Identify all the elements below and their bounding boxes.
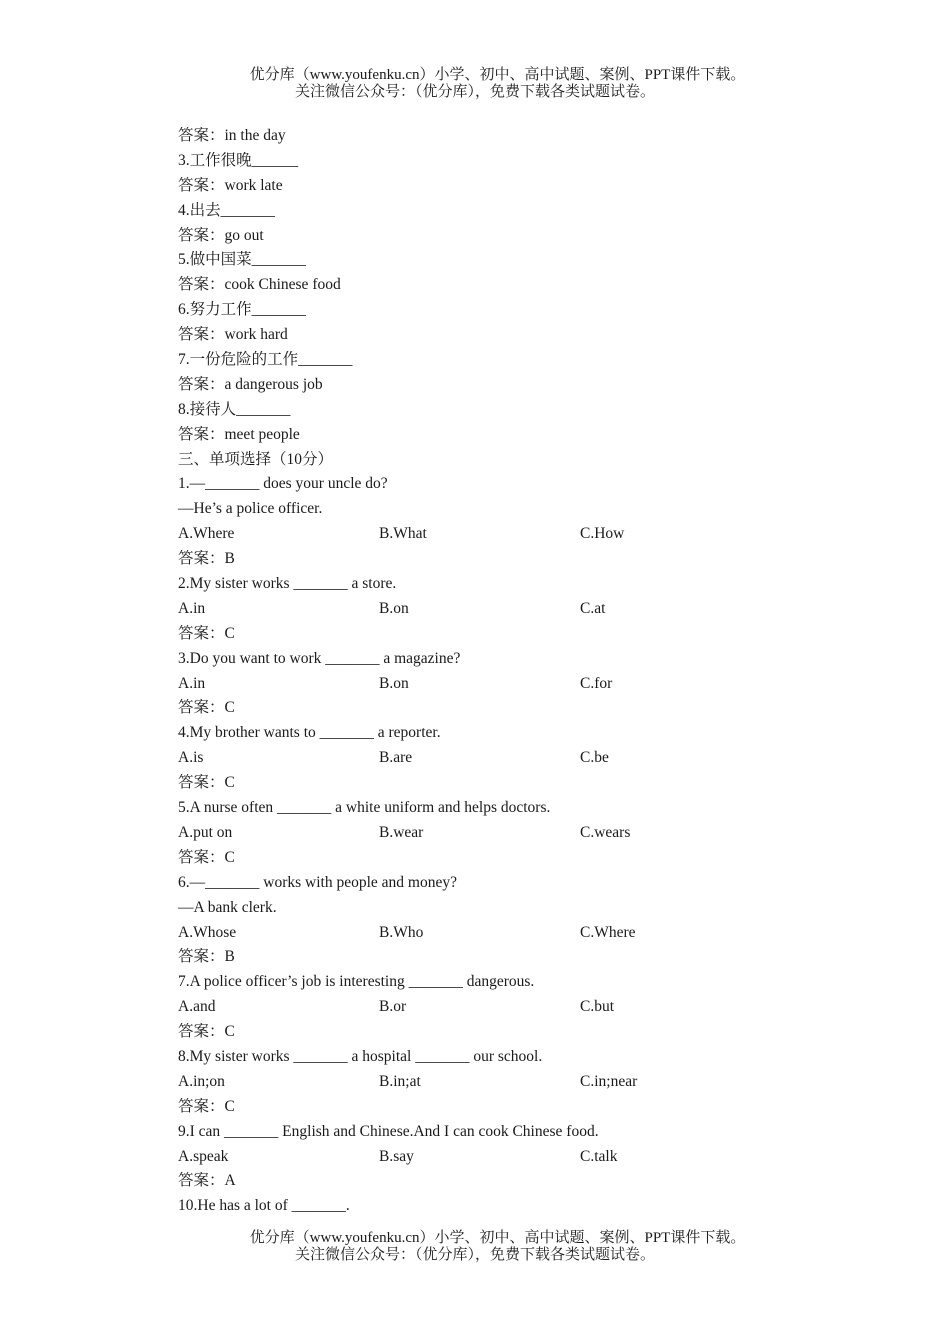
options-row [178, 821, 818, 846]
answer-text: 答案：work hard [178, 326, 288, 344]
option-a: A.Whose [178, 923, 237, 941]
option-c: C.for [580, 674, 613, 692]
question-text: 2.My sister works _______ a store. [178, 575, 397, 593]
option-b: B.say [379, 1147, 414, 1165]
option-b: B.are [379, 749, 413, 767]
question-text: 8.My sister works _______ a hospital _______ our school. [178, 1047, 543, 1065]
question-dialog-reply: —He’s a police officer. [178, 500, 323, 518]
options-row [178, 921, 818, 946]
options-row [178, 1070, 818, 1095]
answer-text: 答案：B [178, 550, 235, 568]
section-title: 三、单项选择（10分） [178, 450, 334, 468]
option-b: B.Who [379, 923, 424, 941]
answer-text: 答案：go out [178, 226, 264, 244]
page-header [0, 67, 950, 101]
option-b: B.wear [379, 823, 424, 841]
option-c: C.wears [580, 823, 631, 841]
option-a: A.in;on [178, 1072, 225, 1090]
option-a: A.speak [178, 1147, 229, 1165]
option-c: C.How [580, 525, 625, 543]
question-dialog-reply: —A bank clerk. [178, 898, 277, 916]
answer-text: 答案：C [178, 1023, 235, 1041]
question-text: 7.A police officer’s job is interesting _______ dangerous. [178, 973, 535, 991]
header-line-2: 关注微信公众号：（优分库），免费下载各类试题试卷。 [294, 84, 655, 100]
options-row [178, 995, 818, 1020]
footer-line-2: 关注微信公众号：（优分库），免费下载各类试题试卷。 [294, 1247, 655, 1263]
option-b: B.What [379, 525, 427, 543]
option-a: A.and [178, 998, 216, 1016]
answer-text: 答案：meet people [178, 425, 300, 443]
answer-text: 答案：C [178, 624, 235, 642]
question-text: 9.I can _______ English and Chinese.And I can cook Chinese food. [178, 1122, 599, 1140]
option-a: A.in [178, 674, 206, 692]
answer-text: 答案：work late [178, 176, 283, 194]
vocab-question: 7.一份危险的工作_______ [178, 351, 353, 369]
option-c: C.Where [580, 923, 636, 941]
question-text: 1.—_______ does your uncle do? [178, 475, 388, 493]
options-row [178, 672, 818, 697]
option-c: C.talk [580, 1147, 618, 1165]
vocab-question: 5.做中国菜_______ [178, 251, 306, 269]
question-text: 5.A nurse often _______ a white uniform and helps doctors. [178, 799, 551, 817]
answer-text: 答案：C [178, 1097, 235, 1115]
answer-text: 答案：C [178, 774, 235, 792]
option-a: A.is [178, 749, 204, 767]
option-c: C.in;near [580, 1072, 638, 1090]
answer-text: 答案：in the day [178, 127, 286, 144]
option-b: B.or [379, 998, 407, 1016]
option-c: C.but [580, 998, 615, 1016]
options-row [178, 1145, 818, 1170]
option-c: C.be [580, 749, 609, 767]
answer-text: 答案：A [178, 1172, 236, 1190]
document-body [178, 124, 818, 1219]
question-text: 6.—_______ works with people and money? [178, 873, 457, 891]
answer-text: 答案：C [178, 699, 235, 717]
option-b: B.on [379, 599, 409, 617]
option-b: B.in;at [379, 1072, 421, 1090]
footer-line-1: 优分库（www.youfenku.cn）小学、初中、高中试题、案例、PPT课件下载。 [249, 1230, 746, 1246]
vocab-question: 6.努力工作_______ [178, 301, 306, 319]
vocab-question: 3.工作很晚______ [178, 151, 299, 169]
vocab-question: 8.接待人_______ [178, 400, 291, 418]
answer-text: 答案：C [178, 848, 235, 866]
options-row [178, 597, 818, 622]
option-a: A.Where [178, 525, 235, 543]
question-text: 3.Do you want to work _______ a magazine? [178, 649, 461, 667]
option-a: A.in [178, 599, 206, 617]
answer-text: 答案：a dangerous job [178, 375, 323, 393]
question-text: 10.He has a lot of _______. [178, 1197, 350, 1215]
answer-text: 答案：cook Chinese food [178, 276, 341, 294]
option-c: C.at [580, 599, 606, 617]
options-row [178, 522, 818, 547]
question-text: 4.My brother wants to _______ a reporter. [178, 724, 441, 742]
header-line-1: 优分库（www.youfenku.cn）小学、初中、高中试题、案例、PPT课件下载。 [249, 67, 746, 83]
option-b: B.on [379, 674, 409, 692]
vocab-question: 4.出去_______ [178, 201, 275, 219]
page-footer [0, 1230, 950, 1264]
options-row [178, 746, 818, 771]
option-a: A.put on [178, 823, 233, 841]
answer-text: 答案：B [178, 948, 235, 966]
